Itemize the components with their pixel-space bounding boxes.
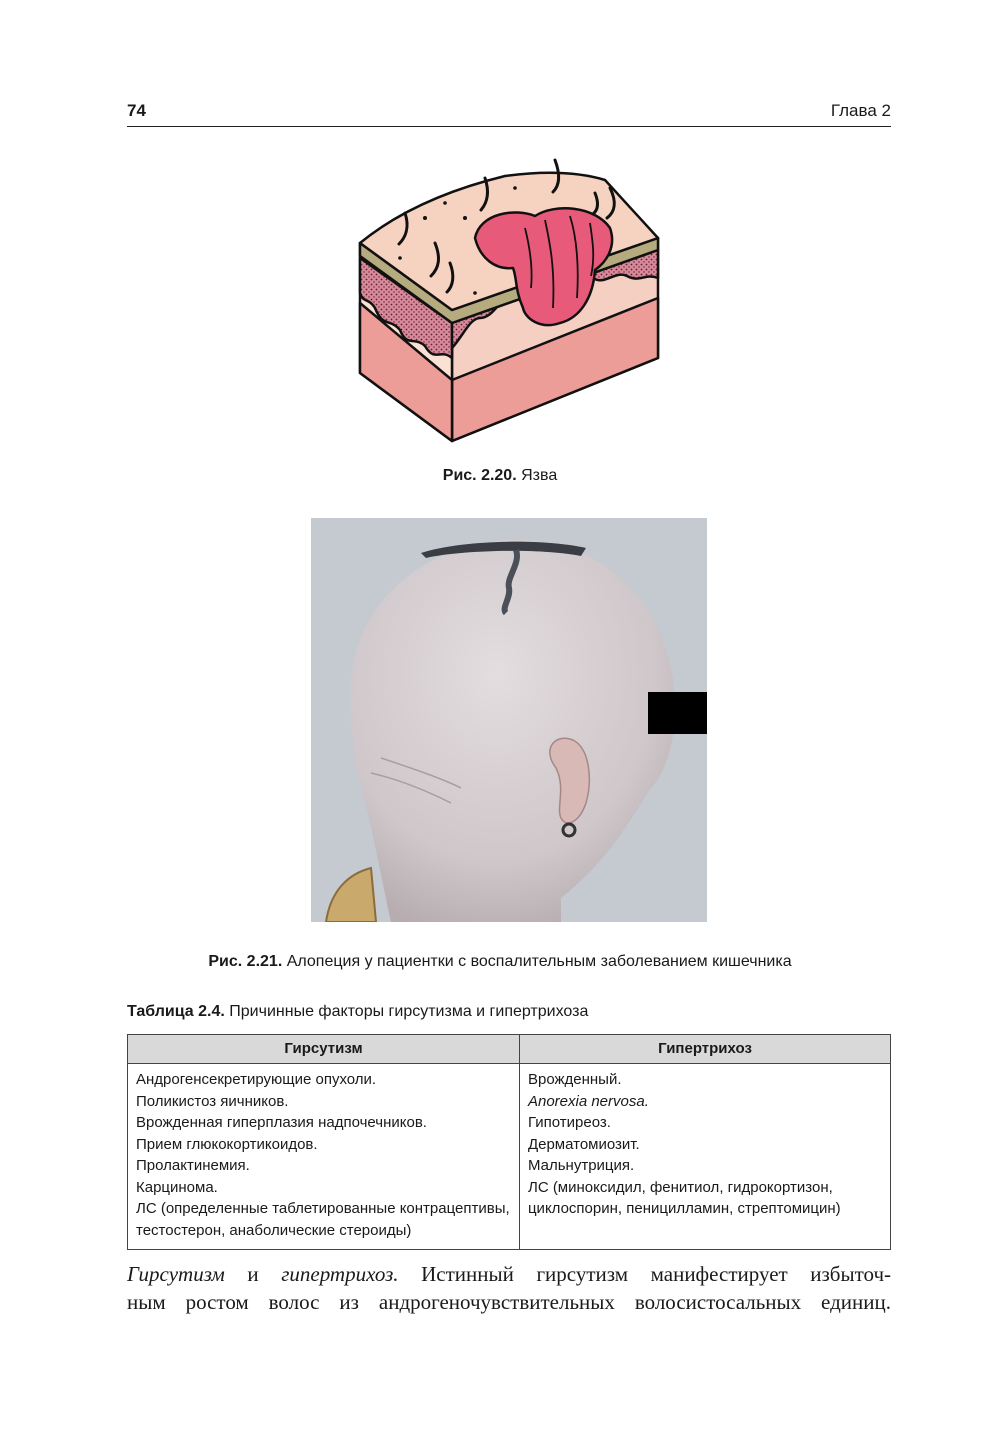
term-hypertrichosis: гипертрихоз. [281, 1262, 399, 1286]
table-caption [127, 1003, 588, 1021]
cause-line: Anorexia nervosa. [527, 1092, 649, 1110]
body-paragraph [127, 1260, 891, 1316]
column-header-hypertrichosis: Гипертрихоз [519, 1035, 890, 1064]
cause-line: Андрогенсекретирующие опухоли. [136, 1071, 377, 1088]
cause-line: Прием глюкокортикоидов. [136, 1135, 318, 1153]
paragraph-line-2: ным ростом волос из андрогеночувствительных волосистосальных единиц. [127, 1290, 891, 1314]
figure-2-20-caption [0, 467, 1000, 485]
figure-label: Рис. 2.21. [208, 953, 283, 970]
cause-line: циклоспорин, пеницилламин, стрептомицин) [527, 1200, 841, 1217]
figure-caption-text: Алопеция у пациентки с воспалительным заболеванием кишечника [286, 953, 792, 970]
running-header [127, 100, 891, 127]
cause-line: Врожденный. [527, 1071, 622, 1088]
page-number: 74 [127, 101, 146, 120]
hirsutism-causes-cell [128, 1064, 520, 1250]
cause-line: Дерматомиозит. [527, 1135, 640, 1153]
cause-line: Врожденная гиперплазия надпочечников. [136, 1114, 427, 1131]
cause-line: Мальнутриция. [527, 1157, 635, 1174]
figure-2-21-caption [0, 953, 1000, 971]
figure-label: Рис. 2.20. [442, 467, 517, 484]
hypertrichosis-causes-cell [519, 1064, 890, 1250]
conjunction: и [247, 1262, 259, 1286]
table-label: Таблица 2.4. [127, 1003, 225, 1020]
ulcer-illustration [355, 158, 665, 448]
cause-line: тестостерон, анаболические стероиды) [136, 1221, 412, 1239]
table-caption-text: Причинные факторы гирсутизма и гипертрихоза [229, 1003, 589, 1020]
cause-line: Карцинома. [136, 1178, 218, 1196]
paragraph-line-1 [127, 1260, 891, 1288]
paragraph-text: Истинный гирсутизм манифестирует избыточ- [421, 1262, 892, 1286]
table-row [128, 1064, 891, 1250]
figure-caption-text: Язва [521, 467, 558, 484]
redaction-box [648, 692, 707, 734]
cause-line: ЛС (определенные таблетированные контрацептивы, [136, 1200, 510, 1217]
cause-line: Поликистоз яичников. [136, 1092, 289, 1110]
cause-line: Гипотиреоз. [527, 1114, 611, 1131]
alopecia-photo [311, 518, 707, 922]
table-header-row [128, 1035, 891, 1064]
column-header-hirsutism: Гирсутизм [128, 1035, 520, 1064]
term-hirsutism: Гирсутизм [127, 1262, 225, 1286]
cause-line: ЛС (миноксидил, фенитиол, гидрокортизон, [527, 1178, 833, 1196]
causes-table [127, 1034, 891, 1250]
chapter-title: Глава 2 [830, 101, 891, 120]
cause-line: Пролактинемия. [136, 1157, 250, 1174]
